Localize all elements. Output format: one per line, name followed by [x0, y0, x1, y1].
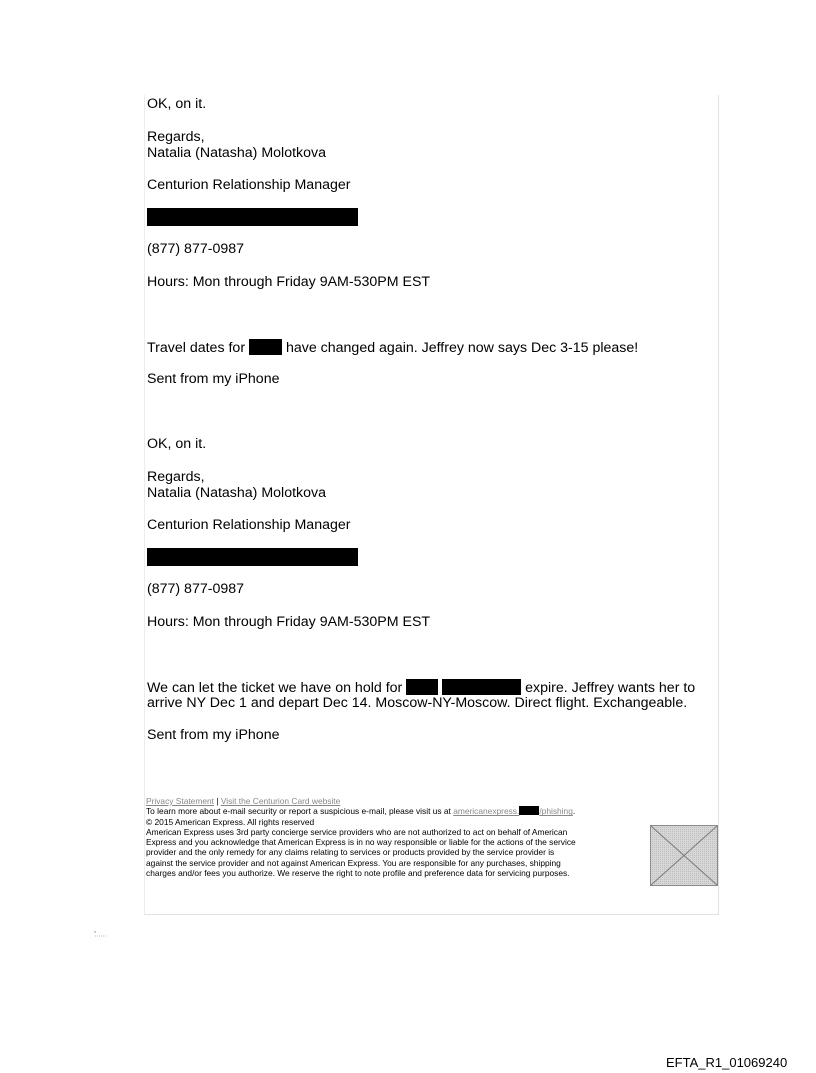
privacy-statement-link[interactable]: Privacy Statement — [146, 796, 214, 806]
reply2-regards: Regards, — [147, 469, 205, 485]
security-end: . — [572, 806, 576, 817]
redacted-name-2a — [406, 679, 438, 695]
message1-text — [147, 339, 638, 357]
disclaimer-line: Express and you acknowledge that American Express is in no way responsible or liable for the actions of the service — [146, 837, 576, 848]
reply1-phone: (877) 877-0987 — [147, 241, 245, 257]
document-id: EFTA_R1_01069240 — [666, 1055, 788, 1070]
footer-links — [146, 796, 646, 806]
disclaimer-line: against the service provider and not against American Express. You are responsible for any purchases, shipping — [146, 857, 561, 868]
security-text: To learn more about e-mail security or report a suspicious e-mail, please visit us at — [146, 806, 451, 817]
disclaimer-line: American Express uses 3rd party concierge service providers who are not authorized to act on behalf of American — [146, 826, 568, 837]
footer-copyright: © 2015 American Express. All rights reserved — [146, 816, 315, 827]
phishing-link-a[interactable]: americanexpress. — [453, 806, 520, 817]
reply1-hours: Hours: Mon through Friday 9AM-530PM EST — [147, 274, 431, 290]
reply2-name: Natalia (Natasha) Molotkova — [147, 485, 326, 501]
email-footer — [146, 796, 646, 878]
missing-image-placeholder-icon — [650, 825, 718, 886]
redacted-email-1 — [147, 208, 358, 226]
reply1-regards: Regards, — [147, 129, 205, 145]
reply1-title: Centurion Relationship Manager — [147, 177, 351, 193]
redacted-name-1 — [249, 339, 282, 355]
reply2-hours: Hours: Mon through Friday 9AM-530PM EST — [147, 614, 431, 630]
message2-signature: Sent from my iPhone — [147, 727, 280, 743]
message2-line1-before: We can let the ticket we have on hold for — [147, 680, 403, 696]
footer-separator: | — [216, 796, 219, 806]
reply1-name: Natalia (Natasha) Molotkova — [147, 145, 326, 161]
reply2-greeting: OK, on it. — [147, 436, 207, 452]
stray-mark-icon — [94, 930, 108, 938]
disclaimer-line: provider and the only remedy for any claims relating to services or products provided by the service provider is — [146, 847, 555, 858]
phishing-link-b[interactable]: /phishing — [539, 806, 573, 817]
reply2-phone: (877) 877-0987 — [147, 581, 245, 597]
reply1-greeting: OK, on it. — [147, 96, 207, 112]
message2-line2: arrive NY Dec 1 and depart Dec 14. Moscow-NY-Moscow. Direct flight. Exchangeable. — [147, 695, 688, 711]
centurion-website-link[interactable]: Visit the Centurion Card website — [220, 796, 341, 806]
message1-text-before: Travel dates for — [147, 340, 246, 356]
redacted-domain — [519, 806, 539, 815]
redacted-name-2b — [442, 679, 521, 695]
redacted-email-2 — [147, 548, 358, 566]
message2-line1-after: expire. Jeffrey wants her to — [525, 680, 696, 696]
message1-text-after: have changed again. Jeffrey now says Dec 3-15 please! — [285, 340, 639, 356]
disclaimer-line: charges and/or fees you authorize. We reserve the right to note profile and preference data for servicing purposes. — [146, 868, 570, 879]
reply2-title: Centurion Relationship Manager — [147, 517, 351, 533]
message1-signature: Sent from my iPhone — [147, 371, 280, 387]
footer-security — [146, 806, 646, 816]
